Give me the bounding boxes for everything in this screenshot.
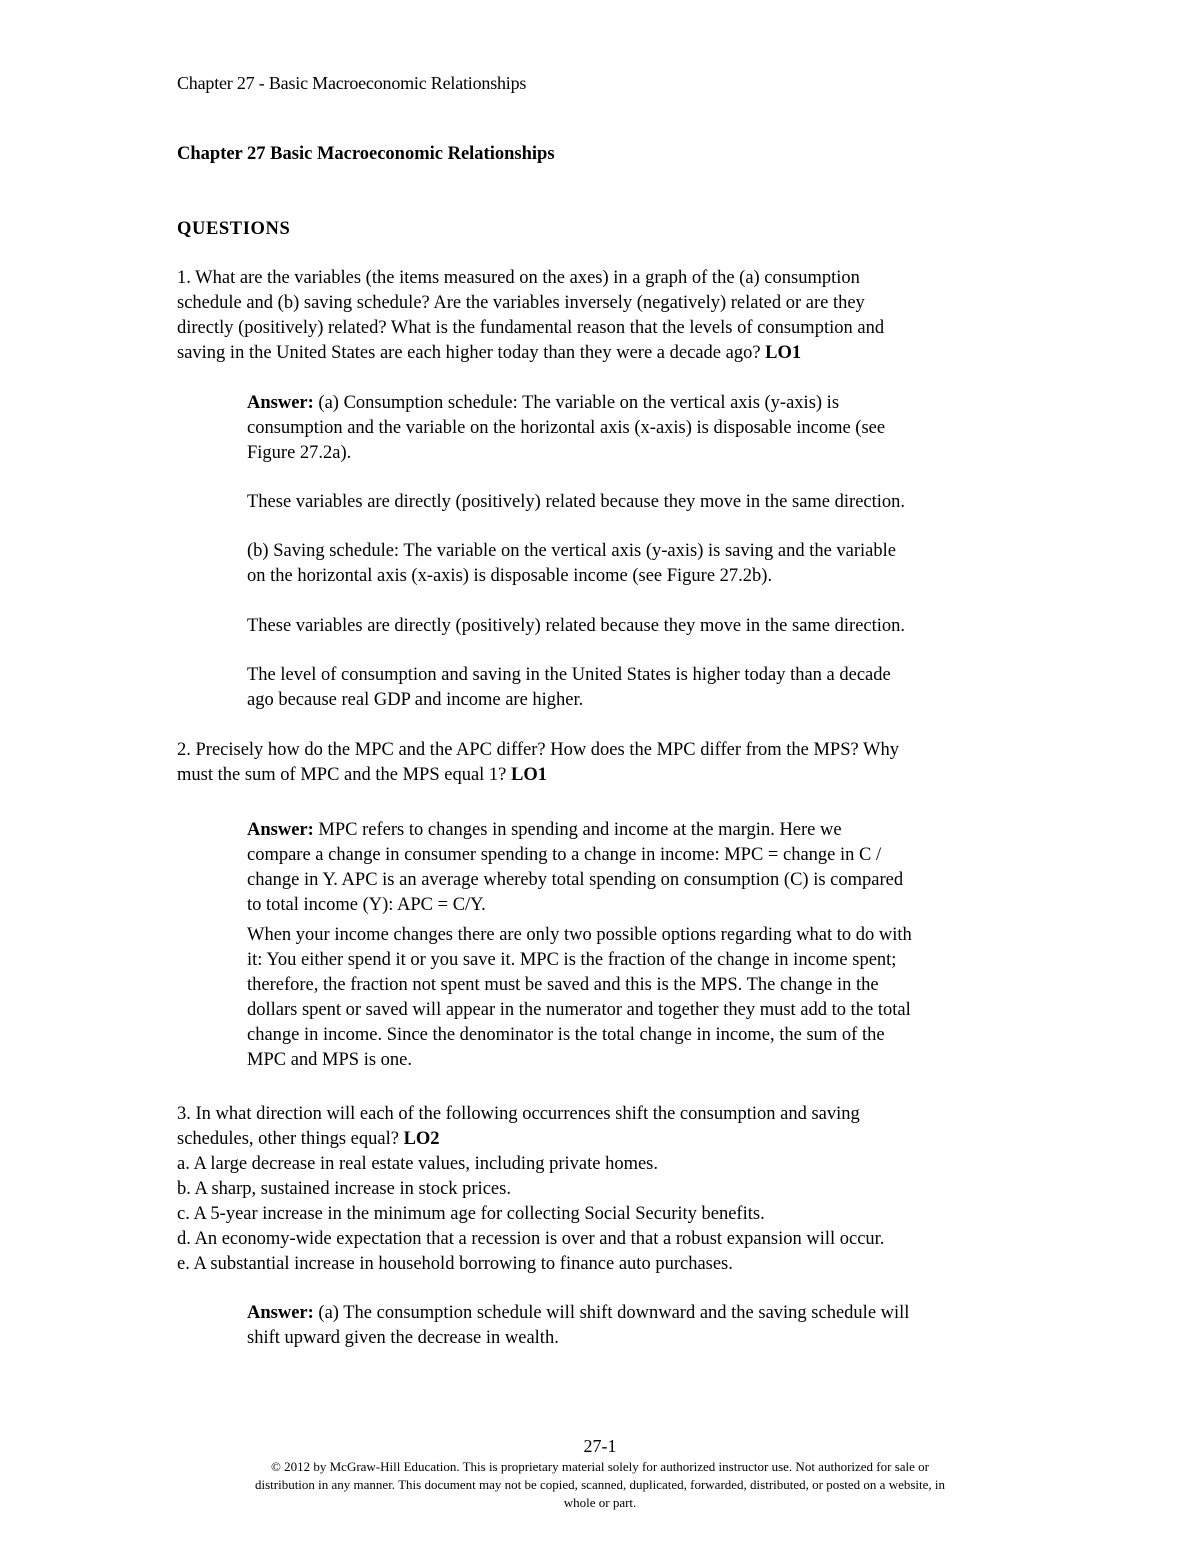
- question-3-item: a. A large decrease in real estate values, including private homes.: [177, 1154, 658, 1174]
- answer-1-part-b: [247, 539, 1032, 589]
- answer-1-line: ago because real GDP and income are higher.: [247, 690, 584, 710]
- learning-objective-tag: LO1: [765, 343, 802, 363]
- question-2-last-line: [177, 763, 1027, 788]
- learning-objective-tag: LO1: [511, 765, 548, 785]
- question-3-lo-line: [177, 1127, 1027, 1152]
- question-3-item: d. An economy-wide expectation that a recession is over and that a robust expansion will occur.: [177, 1229, 885, 1249]
- copyright-line: distribution in any manner. This document may not be copied, scanned, duplicated, forwarded, distributed, or posted on a website, in: [254, 1477, 946, 1492]
- answer-1-paragraph: [247, 614, 1032, 639]
- answer-1-line: These variables are directly (positively) related because they move in the same direction.: [247, 492, 906, 512]
- answer-2-paragraph: [247, 818, 1032, 918]
- question-3-line: 3. In what direction will each of the following occurrences shift the consumption and saving: [177, 1104, 860, 1124]
- running-header: Chapter 27 - Basic Macroeconomic Relationships: [177, 73, 527, 93]
- question-3-line: schedules, other things equal?: [177, 1129, 404, 1149]
- question-1-line: saving in the United States are each higher today than they were a decade ago?: [177, 343, 766, 363]
- question-3: [177, 1102, 1027, 1277]
- question-2-line: 2. Precisely how do the MPC and the APC differ? How does the MPC differ from the MPS? Why: [177, 740, 899, 760]
- question-2: [177, 738, 1027, 788]
- answer-1-line: consumption and the variable on the horizontal axis (x-axis) is disposable income (see: [247, 418, 886, 438]
- question-3-item: c. A 5-year increase in the minimum age for collecting Social Security benefits.: [177, 1204, 765, 1224]
- section-title: QUESTIONS: [177, 219, 291, 239]
- copyright-notice: [150, 1458, 1050, 1512]
- answer-2-first-line: [247, 818, 1032, 843]
- answer-1-line: (a) Consumption schedule: The variable on the vertical axis (y-axis) is: [313, 393, 840, 413]
- answer-1-line: The level of consumption and saving in the United States is higher today than a decade: [247, 665, 891, 685]
- answer-2-line: compare a change in consumer spending to a change in income: MPC = change in C /: [247, 845, 882, 865]
- answer-label: Answer:: [247, 1303, 314, 1323]
- answer-2-line: MPC and MPS is one.: [247, 1050, 412, 1070]
- answer-2-line: it: You either spend it or you save it. MPC is the fraction of the change in income spent;: [247, 950, 897, 970]
- answer-1-paragraph: [247, 663, 1032, 713]
- learning-objective-tag: LO2: [403, 1129, 440, 1149]
- answer-3-paragraph: [247, 1301, 1032, 1351]
- answer-2-line: dollars spent or saved will appear in the numerator and together they must add to the total: [247, 1000, 911, 1020]
- page-footer: [150, 1434, 1050, 1512]
- answer-2-line: change in Y. APC is an average whereby total spending on consumption (C) is compared: [247, 870, 904, 890]
- answer-2-paragraph: [247, 923, 1032, 1073]
- answer-1-first-line: [247, 391, 1032, 416]
- answer-3-line: (a) The consumption schedule will shift downward and the saving schedule will: [313, 1303, 910, 1323]
- question-3-item: e. A substantial increase in household borrowing to finance auto purchases.: [177, 1254, 733, 1274]
- question-1-line: directly (positively) related? What is the fundamental reason that the levels of consumption and: [177, 318, 885, 338]
- question-1-line: schedule and (b) saving schedule? Are the variables inversely (negatively) related or are they: [177, 293, 865, 313]
- copyright-line: © 2012 by McGraw-Hill Education. This is proprietary material solely for authorized instructor use. Not authorized for sale or: [270, 1459, 929, 1474]
- answer-2-line: therefore, the fraction not spent must be saved and this is the MPS. The change in the: [247, 975, 879, 995]
- answer-2-line: to total income (Y): APC = C/Y.: [247, 895, 486, 915]
- copyright-line: whole or part.: [563, 1495, 637, 1510]
- answer-2-line: When your income changes there are only two possible options regarding what to do with: [247, 925, 912, 945]
- page-number: 27-1: [583, 1436, 617, 1456]
- answer-1-line: These variables are directly (positively) related because they move in the same direction.: [247, 616, 906, 636]
- answer-2-line: change in income. Since the denominator is the total change in income, the sum of the: [247, 1025, 885, 1045]
- answer-label: Answer:: [247, 393, 314, 413]
- answer-2-line: MPC refers to changes in spending and income at the margin. Here we: [313, 820, 842, 840]
- question-1-line: 1. What are the variables (the items measured on the axes) in a graph of the (a) consumption: [177, 268, 860, 288]
- answer-3-line: shift upward given the decrease in wealth.: [247, 1328, 559, 1348]
- chapter-title: Chapter 27 Basic Macroeconomic Relationships: [177, 144, 555, 164]
- answer-1-paragraph: [247, 490, 1032, 515]
- answer-1-line: Figure 27.2a).: [247, 443, 352, 463]
- question-3-item: b. A sharp, sustained increase in stock prices.: [177, 1179, 511, 1199]
- answer-1-line: (b) Saving schedule: The variable on the vertical axis (y-axis) is saving and the variable: [247, 541, 896, 561]
- answer-1-line: on the horizontal axis (x-axis) is disposable income (see Figure 27.2b).: [247, 566, 773, 586]
- question-2-line: must the sum of MPC and the MPS equal 1?: [177, 765, 512, 785]
- question-1: [177, 266, 1027, 366]
- question-1-last-line: [177, 341, 1027, 366]
- answer-1-part-a: [247, 391, 1032, 466]
- answer-label: Answer:: [247, 820, 314, 840]
- answer-3-first-line: [247, 1301, 1032, 1326]
